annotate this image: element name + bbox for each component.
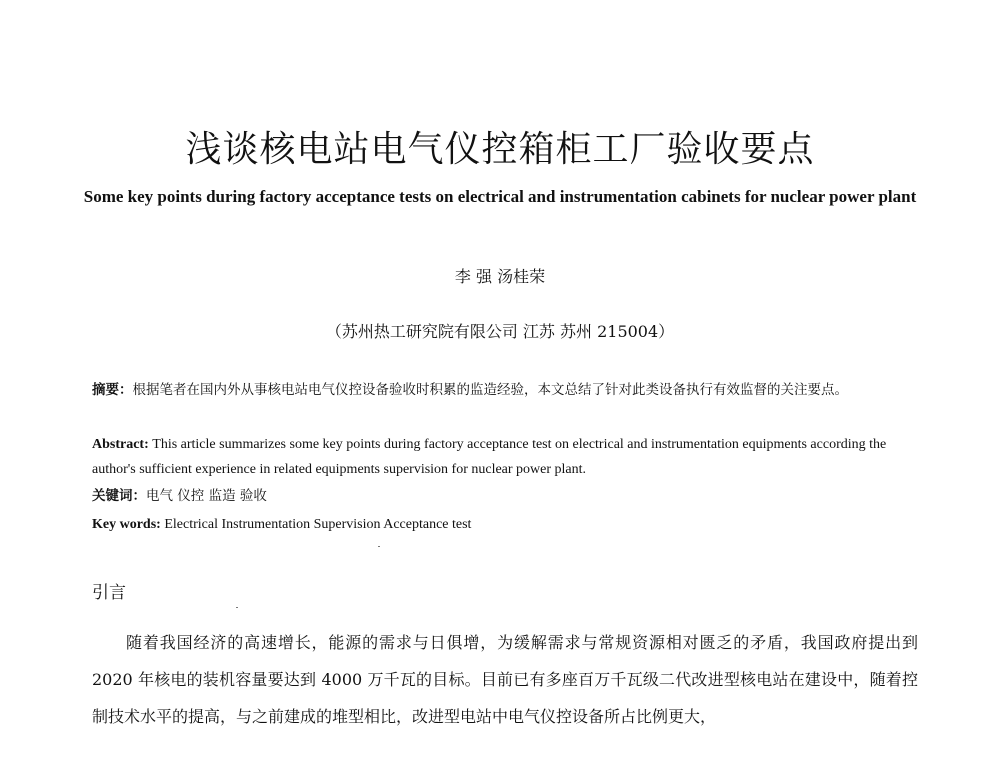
authors: 李 强 汤桂荣	[454, 267, 546, 286]
section-heading-introduction: 引言	[92, 583, 126, 603]
keywords-chinese-label: 关键词：	[92, 488, 146, 504]
abstract-chinese-text: 根据笔者在国内外从事核电站电气仪控设备验收时积累的监造经验，本文总结了针对此类设备执行有效监督的关注要点。	[132, 382, 848, 398]
scan-speck	[378, 546, 380, 547]
title-english: Some key points during factory acceptance tests on electrical and instrumentation cabinets for nuclear power plant	[83, 187, 917, 206]
keywords-chinese	[92, 484, 918, 509]
scan-speck	[236, 607, 238, 608]
abstract-english-label: Abstract:	[92, 437, 153, 452]
title-chinese: 浅谈核电站电气仪控箱柜工厂验收要点	[185, 129, 815, 170]
keywords-chinese-text: 电气 仪控 监造 验收	[146, 488, 267, 504]
keywords-english-text: Electrical Instrumentation Supervision Acceptance test	[164, 517, 472, 532]
keywords-english-label: Key words:	[92, 517, 165, 532]
abstract-chinese	[92, 378, 918, 403]
body-paragraph: 随着我国经济的高速增长，能源的需求与日俱增，为缓解需求与常规资源相对匮乏的矛盾，我国政府提出到 2020 年核电的装机容量要达到 4000 万千瓦的目标。目前已有多座百万千瓦级二代改进型核电站在建设中，随着控制技术水平的提高，与之前建成的堆型相比，改进型电站中电气仪控设备所占比例更大，	[92, 633, 918, 726]
keywords-english	[92, 512, 918, 537]
abstract-english-text: This article summarizes some key points during factory acceptance test on electrical and instrumentation equipments according the author's sufficient experience in related equipments supervision for nuclear power plant.	[92, 437, 887, 477]
affiliation: （苏州热工研究院有限公司 江苏 苏州 215004）	[325, 322, 675, 341]
abstract-chinese-label: 摘要：	[92, 382, 133, 398]
abstract-english	[92, 432, 918, 482]
